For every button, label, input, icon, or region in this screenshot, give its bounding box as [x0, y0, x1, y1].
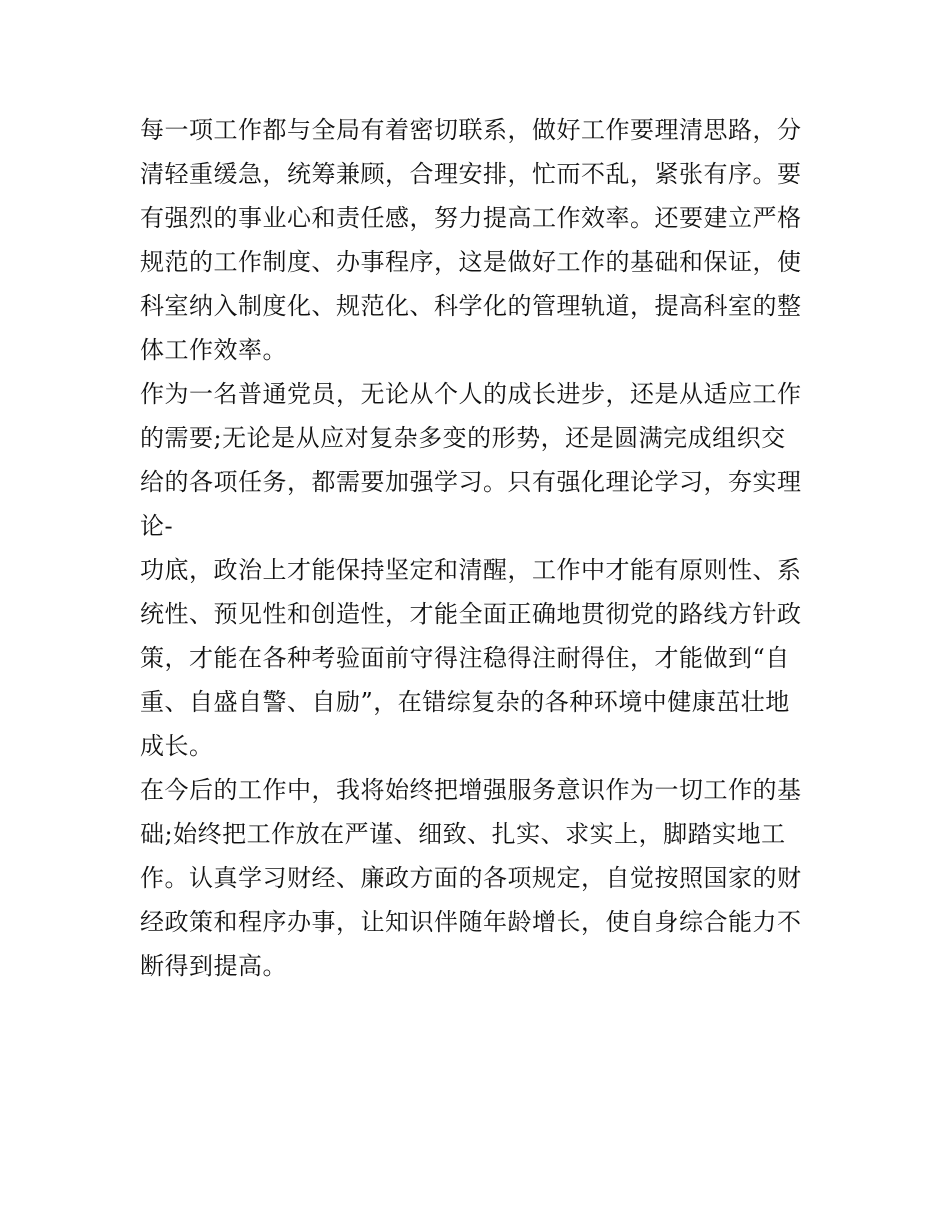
- text-line: 统性、预见性和创造性，才能全面正确地贯彻党的路线方针政: [140, 600, 802, 628]
- text-line: 成长。: [140, 732, 214, 760]
- text-line: 规范的工作制度、办事程序，这是做好工作的基础和保证，使: [140, 248, 802, 276]
- text-line: 重、自盛自警、自励”，在错综复杂的各种环境中健康茁壮地: [140, 688, 790, 716]
- text-line: 经政策和程序办事，让知识伴随年龄增长，使自身综合能力不: [140, 908, 802, 936]
- text-line: 论-: [140, 512, 174, 540]
- text-line: 给的各项任务，都需要加强学习。只有强化理论学习，夯实理: [140, 468, 802, 496]
- document-body: [140, 108, 820, 988]
- text-line: 作。认真学习财经、廉政方面的各项规定，自觉按照国家的财: [140, 864, 802, 892]
- text-line: 功底，政治上才能保持坚定和清醒，工作中才能有原则性、系: [140, 556, 802, 584]
- text-line: 在今后的工作中，我将始终把增强服务意识作为一切工作的基: [140, 776, 802, 804]
- text-line: 的需要;无论是从应对复杂多变的形势，还是圆满完成组织交: [140, 424, 786, 452]
- text-line: 每一项工作都与全局有着密切联系，做好工作要理清思路，分: [140, 116, 802, 144]
- text-line: 础;始终把工作放在严谨、细致、扎实、求实上，脚踏实地工: [140, 820, 786, 848]
- text-line: 作为一名普通党员，无论从个人的成长进步，还是从适应工作: [140, 380, 802, 408]
- text-line: 策，才能在各种考验面前守得注稳得注耐得住，才能做到“自: [140, 644, 790, 672]
- text-line: 断得到提高。: [140, 952, 287, 980]
- text-line: 体工作效率。: [140, 336, 287, 364]
- text-line: 清轻重缓急，统筹兼顾，合理安排，忙而不乱，紧张有序。要: [140, 160, 802, 188]
- text-line: 科室纳入制度化、规范化、科学化的管理轨道，提高科室的整: [140, 292, 802, 320]
- text-line: 有强烈的事业心和责任感，努力提高工作效率。还要建立严格: [140, 204, 802, 232]
